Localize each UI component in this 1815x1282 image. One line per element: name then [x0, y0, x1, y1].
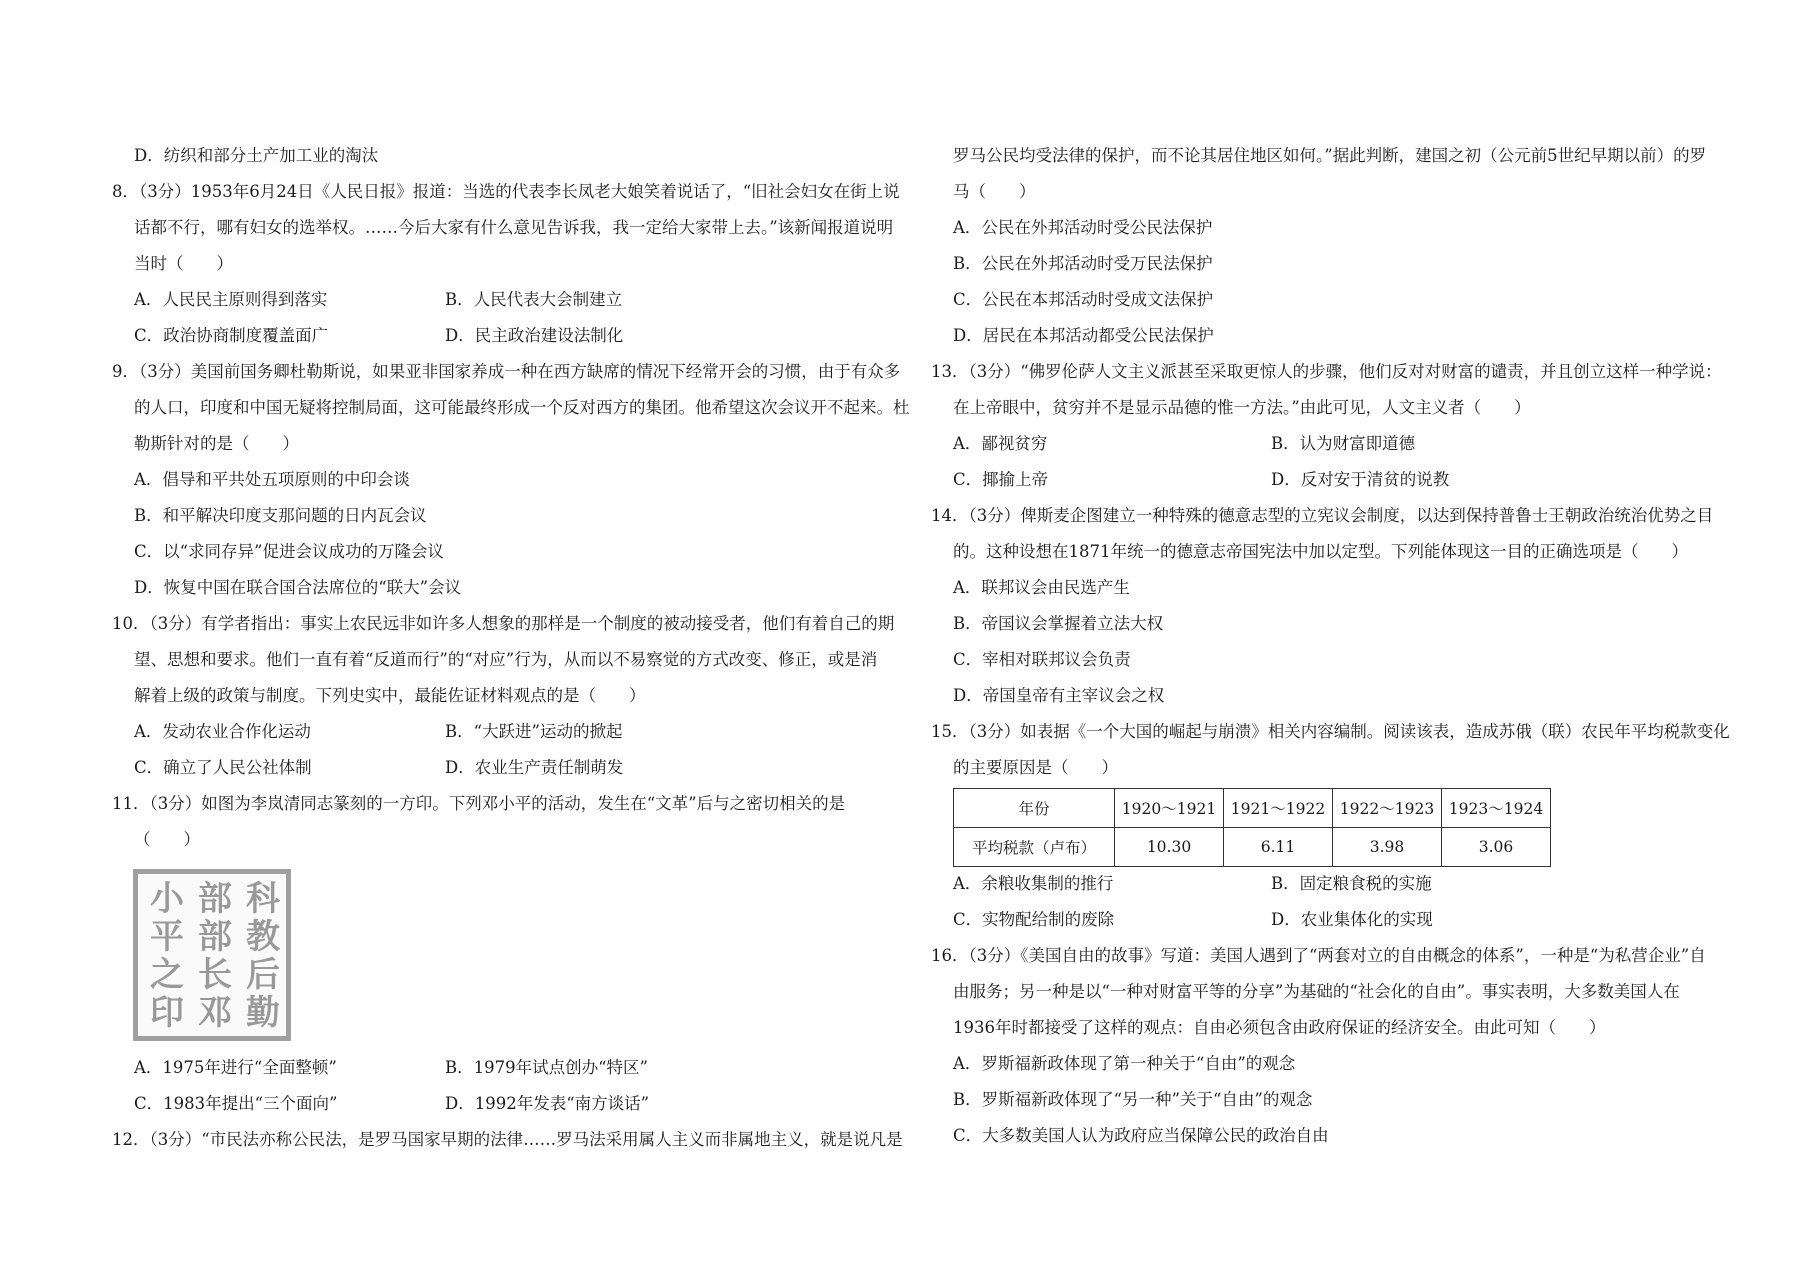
seal-character: 平 [150, 917, 184, 957]
seal-character: 之 [150, 955, 184, 995]
q13-option-c: C．揶揄上帝 [953, 470, 1049, 489]
q9-option-b: B．和平解决印度支那问题的日内瓦会议 [134, 506, 427, 525]
q8-option-d: D．民主政治建设法制化 [445, 326, 624, 345]
seal-stamp-image [133, 869, 291, 1041]
q9-option-c: C．以“求同存异”促进会议成功的万隆会议 [134, 542, 444, 561]
q15-option-c: C．实物配给制的废除 [953, 910, 1115, 929]
q13-option-a: A．鄙视贫穷 [953, 434, 1048, 453]
q16-option-a: A．罗斯福新政体现了第一种关于“自由”的观念 [953, 1054, 1296, 1073]
q15-option-d: D．农业集体化的实现 [1271, 910, 1433, 929]
q10-option-b: B．“大跃进”运动的掀起 [445, 722, 623, 741]
q14-stem-line-1: 14．（3分）俾斯麦企图建立一种特殊的德意志型的立宪议会制度，以达到保持普鲁士王朝政治统治优势之目 [931, 506, 1714, 525]
seal-character: 印 [150, 993, 184, 1033]
q12-option-b: B．公民在外邦活动时受万民法保护 [953, 254, 1213, 273]
table-header-row [954, 789, 1551, 828]
table-cell: 平均税款（卢布） [954, 828, 1115, 867]
q16-stem-line-3: 1936年时都接受了这样的观点：自由必须包含由政府保证的经济安全。由此可知（ ） [953, 1018, 1606, 1037]
q12-option-c: C．公民在本邦活动时受成文法保护 [953, 290, 1214, 309]
q13-option-b: B．认为财富即道德 [1271, 434, 1416, 453]
q8-option-b: B．人民代表大会制建立 [445, 290, 623, 309]
q14-option-d: D．帝国皇帝有主宰议会之权 [953, 686, 1165, 705]
q10-option-d: D．农业生产责任制萌发 [445, 758, 624, 777]
q8-option-c: C．政治协商制度覆盖面广 [134, 326, 329, 345]
seal-character: 部 [198, 879, 232, 919]
seal-character: 部 [198, 917, 232, 957]
q10-stem-line-2: 望、思想和要求。他们一直有着“反道而行”的“对应”行为，从而以不易察觉的方式改变、修正，或是消 [134, 650, 878, 669]
q12-stem-line-3: 马（ ） [953, 182, 1036, 201]
q11-option-c: C．1983年提出“三个面向” [134, 1094, 338, 1113]
q13-stem-line-2: 在上帝眼中，贫穷并不是显示品德的惟一方法。”由此可见，人文主义者（ ） [953, 398, 1531, 417]
q11-stem-line-2: （ ） [134, 830, 200, 849]
q9-stem-line-1: 9．（3分）美国前国务卿杜勒斯说，如果亚非国家养成一种在西方缺席的情况下经常开会的习惯，由于有众多 [112, 362, 901, 381]
q9-option-a: A．倡导和平共处五项原则的中印会谈 [134, 470, 410, 489]
q13-stem-line-1: 13．（3分）“佛罗伦萨人文主义派甚至采取更惊人的步骤，他们反对对财富的谴责，并且创立这样一种学说： [931, 362, 1722, 381]
q10-stem-line-1: 10．（3分）有学者指出：事实上农民远非如许多人想象的那样是一个制度的被动接受者，他们有着自己的期 [112, 614, 895, 633]
tax-table [953, 788, 1551, 867]
seal-character: 教 [246, 917, 280, 957]
table-cell: 1920～1921 [1115, 789, 1224, 828]
q14-option-a: A．联邦议会由民选产生 [953, 578, 1130, 597]
q16-stem-line-2: 由服务；另一种是以“一种对财富平等的分享”为基础的“社会化的自由”。事实表明，大多数美国人在 [953, 982, 1680, 1001]
q8-stem-line-1: 8．（3分）1953年6月24日《人民日报》报道：当选的代表李长凤老大娘笑着说话了，“旧社会妇女在街上说 [112, 182, 900, 201]
q9-stem-line-2: 的人口，印度和中国无疑将控制局面，这可能最终形成一个反对西方的集团。他希望这次会议开不起来。杜 [134, 398, 910, 417]
table-cell: 10.30 [1115, 828, 1224, 867]
q8-option-a: A．人民民主原则得到落实 [134, 290, 328, 309]
q10-stem-line-3: 解着上级的政策与制度。下列史实中，最能佐证材料观点的是（ ） [134, 686, 646, 705]
table-cell: 年份 [954, 789, 1115, 828]
q12-option-a: A．公民在外邦活动时受公民法保护 [953, 218, 1213, 237]
q15-option-b: B．固定粮食税的实施 [1271, 874, 1432, 893]
q9-stem-line-3: 勒斯针对的是（ ） [134, 434, 299, 453]
q15-stem-line-1: 15．（3分）如表据《一个大国的崛起与崩溃》相关内容编制。阅读该表，造成苏俄（联）农民年平均税款变化 [931, 722, 1730, 741]
q15-option-a: A．余粮收集制的推行 [953, 874, 1114, 893]
q14-stem-line-2: 的。这种设想在1871年统一的德意志帝国宪法中加以定型。下列能体现这一目的正确选项是（ ） [953, 542, 1688, 561]
seal-character: 长 [198, 955, 232, 995]
seal-character: 勤 [246, 993, 280, 1033]
table-cell: 1921～1922 [1224, 789, 1333, 828]
q16-option-b: B．罗斯福新政体现了“另一种”关于“自由”的观念 [953, 1090, 1313, 1109]
q12-stem-line-2: 罗马公民均受法律的保护，而不论其居住地区如何。”据此判断，建国之初（公元前5世纪早期以前）的罗 [953, 146, 1707, 165]
q8-stem-line-2: 话都不行，哪有妇女的选举权。……今后大家有什么意见告诉我，我一定给大家带上去。”该新闻报道说明 [134, 218, 894, 237]
q15-stem-line-2: 的主要原因是（ ） [953, 758, 1118, 777]
q10-option-c: C．确立了人民公社体制 [134, 758, 312, 777]
seal-character: 小 [150, 879, 184, 919]
q12-stem-line-1: 12．（3分）“市民法亦称公民法，是罗马国家早期的法律……罗马法采用属人主义而非属地主义，就是说凡是 [112, 1130, 903, 1149]
q9-option-d: D．恢复中国在联合国合法席位的“联大”会议 [134, 578, 462, 597]
q7-option-d: D．纺织和部分土产加工业的淘汰 [134, 146, 379, 165]
table-cell: 1922～1923 [1333, 789, 1442, 828]
q10-option-a: A．发动农业合作化运动 [134, 722, 311, 741]
table-cell: 3.98 [1333, 828, 1442, 867]
q13-option-d: D．反对安于清贫的说教 [1271, 470, 1450, 489]
q12-option-d: D．居民在本邦活动都受公民法保护 [953, 326, 1214, 345]
table-cell: 1923～1924 [1442, 789, 1551, 828]
table-cell: 6.11 [1224, 828, 1333, 867]
q14-option-c: C．宰相对联邦议会负责 [953, 650, 1131, 669]
q11-option-b: B．1979年试点创办“特区” [445, 1058, 648, 1077]
table-cell: 3.06 [1442, 828, 1551, 867]
q11-option-a: A．1975年进行“全面整顿” [134, 1058, 337, 1077]
q11-option-d: D．1992年发表“南方谈话” [445, 1094, 650, 1113]
q14-option-b: B．帝国议会掌握着立法大权 [953, 614, 1164, 633]
seal-characters [144, 879, 280, 1033]
q16-option-c: C．大多数美国人认为政府应当保障公民的政治自由 [953, 1126, 1329, 1145]
seal-character: 后 [246, 955, 280, 995]
table-row [954, 828, 1551, 867]
q11-stem-line-1: 11．（3分）如图为李岚清同志篆刻的一方印。下列邓小平的活动，发生在“文革”后与之密切相关的是 [112, 794, 846, 813]
q16-stem-line-1: 16．（3分）《美国自由的故事》写道：美国人遇到了“两套对立的自由概念的体系”，一种是“为私营企业”自 [931, 946, 1706, 965]
seal-character: 邓 [198, 993, 232, 1033]
q8-stem-line-3: 当时（ ） [134, 254, 233, 273]
seal-character: 科 [246, 879, 280, 919]
